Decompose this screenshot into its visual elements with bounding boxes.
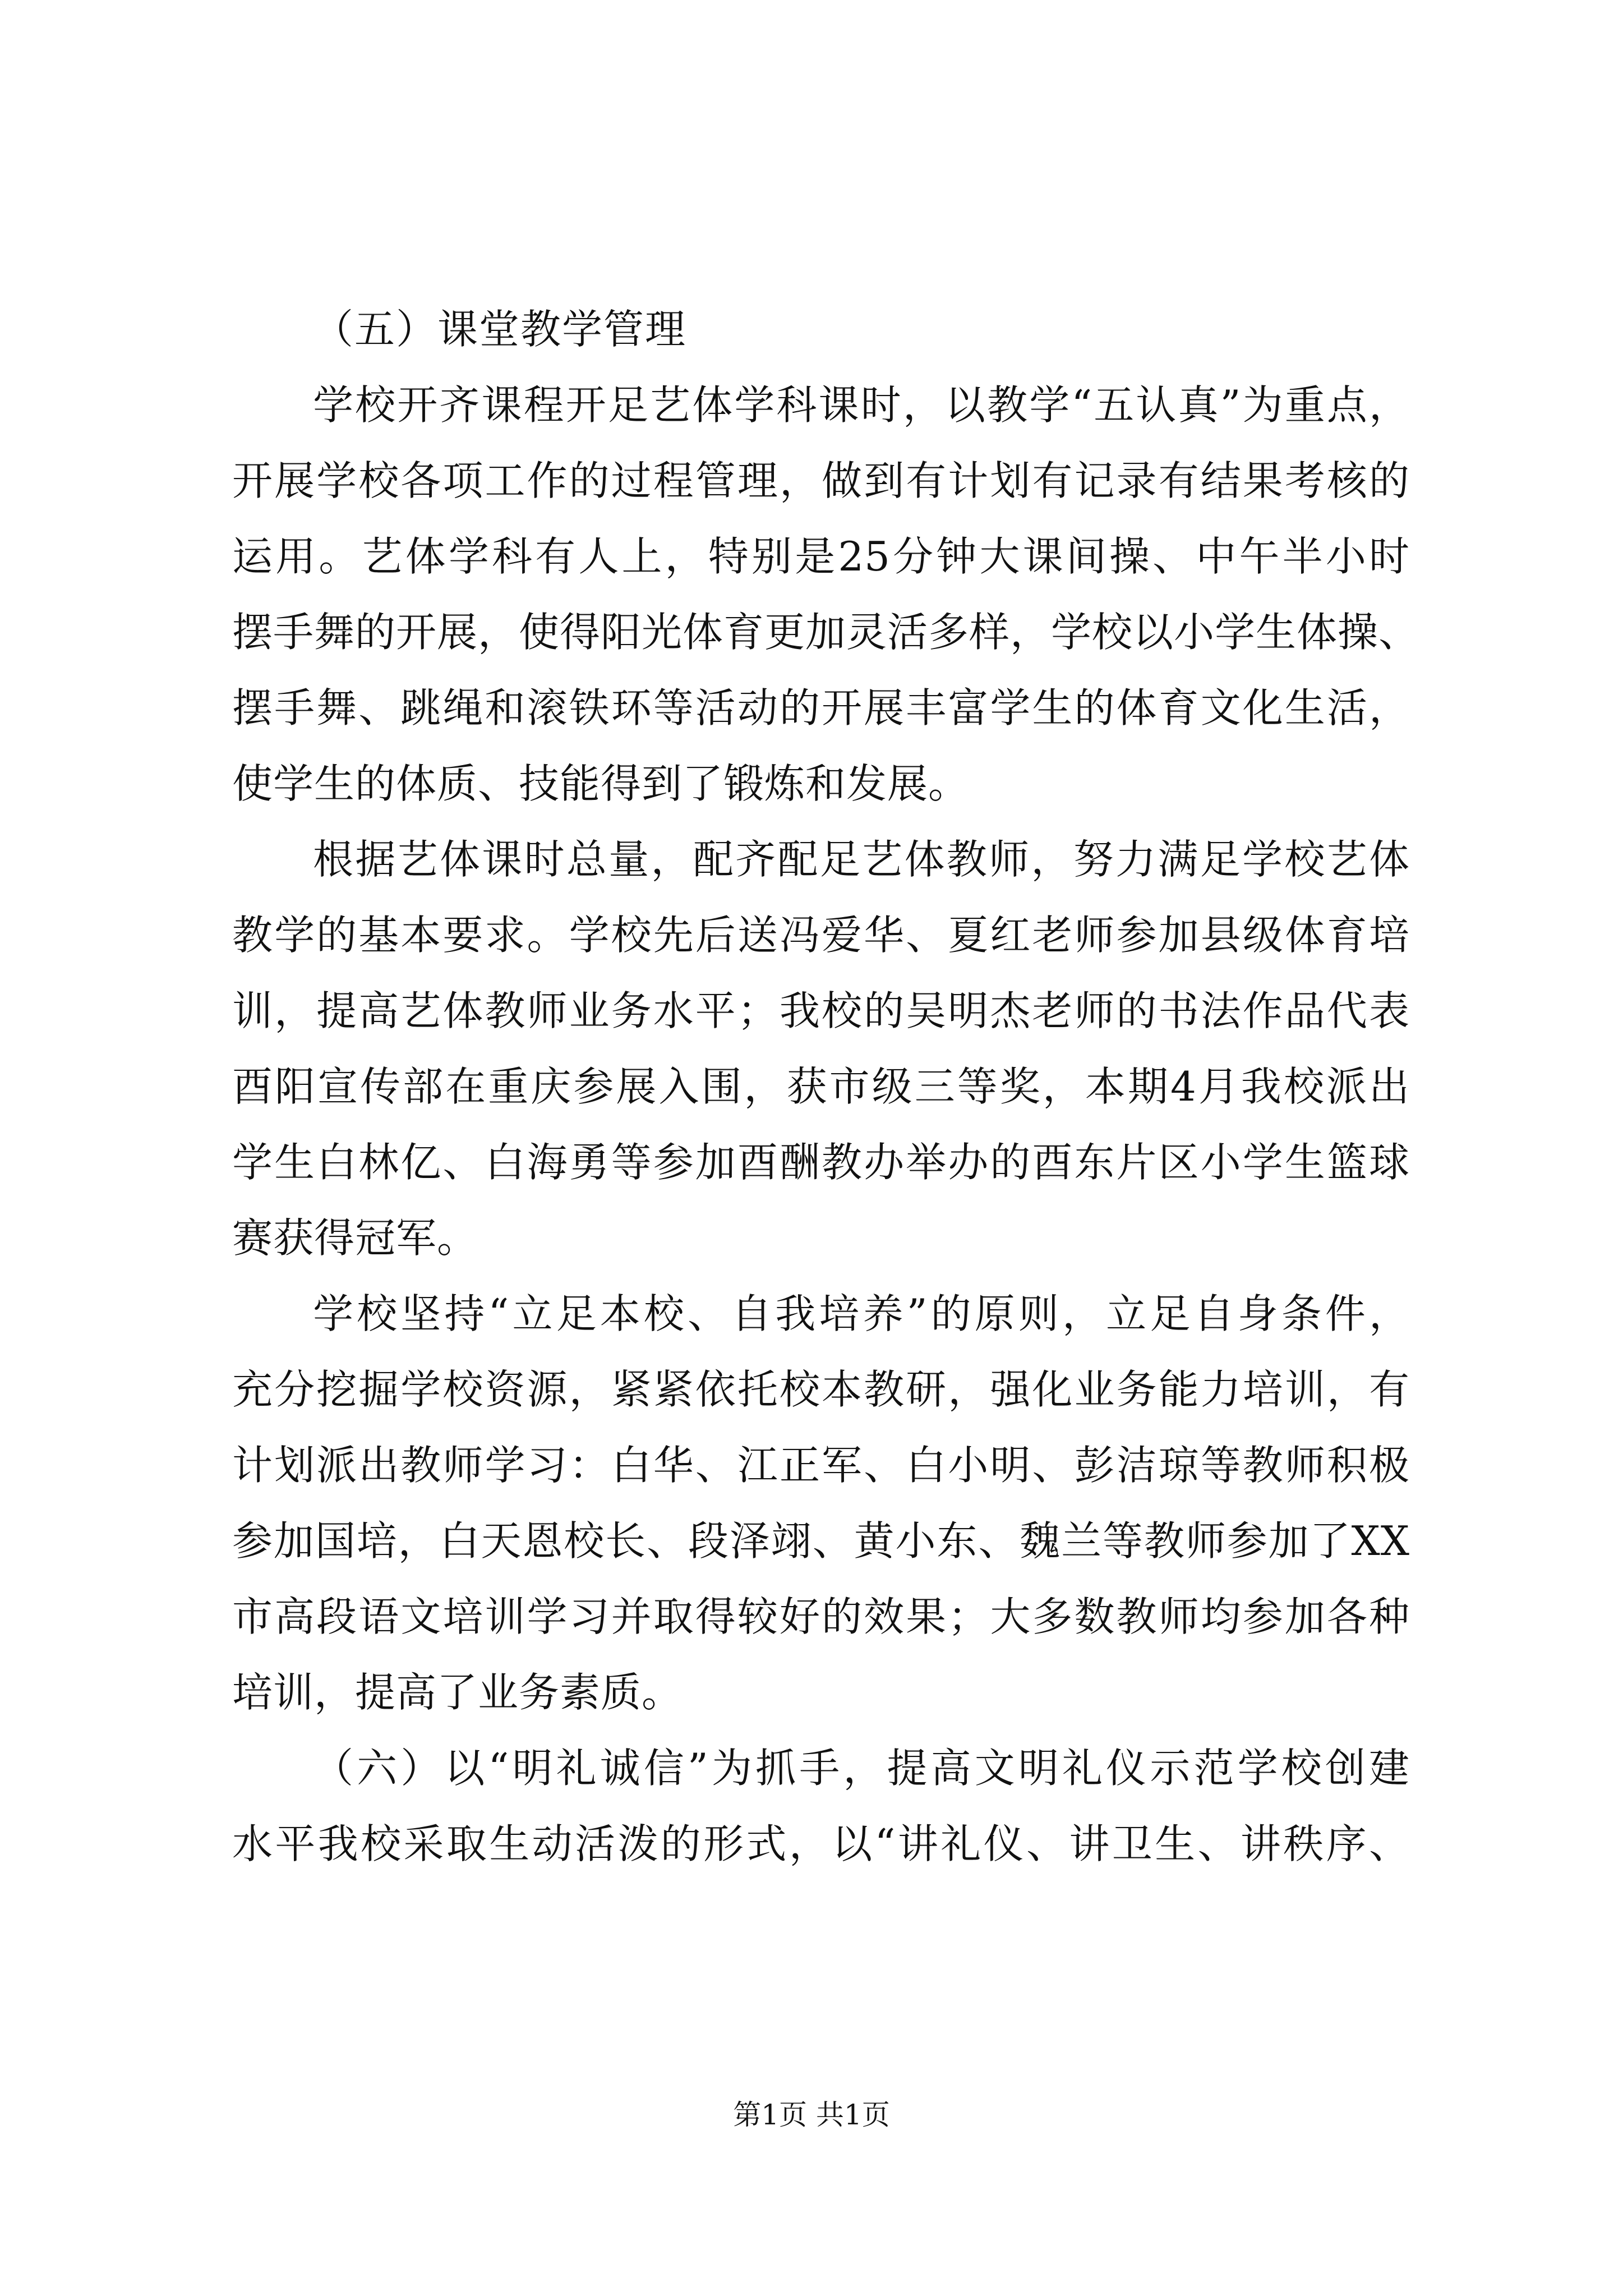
document-body xyxy=(232,292,1420,1882)
paragraph-4 xyxy=(232,1731,1410,1882)
paragraph-line: 运用。艺体学科有人上，特别是25分钟大课间操、中午半小时 xyxy=(232,533,1410,580)
paragraph-line: 开展学校各项工作的过程管理，做到有计划有记录有结果考核的 xyxy=(232,457,1410,504)
paragraph-line: 根据艺体课时总量，配齐配足艺体教师，努力满足学校艺体 xyxy=(313,836,1410,883)
paragraph-line: 摆手舞的开展，使得阳光体育更加灵活多样，学校以小学生体操、 xyxy=(232,609,1420,656)
paragraph-1 xyxy=(232,367,1420,822)
paragraph-line: 培训，提高了业务素质。 xyxy=(232,1669,683,1716)
paragraph-line: 充分挖掘学校资源，紧紧依托校本教研，强化业务能力培训，有 xyxy=(232,1366,1410,1413)
paragraph-line: 使学生的体质、技能得到了锻炼和发展。 xyxy=(232,760,970,807)
paragraph-line: 摆手舞、跳绳和滚铁环等活动的开展丰富学生的体育文化生活， xyxy=(232,684,1410,731)
paragraph-line: 市高段语文培训学习并取得较好的效果；大多数教师均参加各种 xyxy=(232,1593,1410,1640)
paragraph-line: 学生白林亿、白海勇等参加酉酬教办举办的酉东片区小学生篮球 xyxy=(232,1139,1410,1186)
paragraph-line: 计划派出教师学习：白华、江正军、白小明、彭洁琼等教师积极 xyxy=(232,1442,1410,1489)
paragraph-line: 学校坚持“立足本校、自我培养”的原则，立足自身条件， xyxy=(313,1290,1410,1337)
paragraph-line: 参加国培，白天恩校长、段泽翊、黄小东、魏兰等教师参加了XX xyxy=(232,1517,1410,1565)
paragraph-line: 酉阳宣传部在重庆参展入围，获市级三等奖，本期4月我校派出 xyxy=(232,1063,1410,1110)
paragraph-2 xyxy=(232,822,1410,1276)
paragraph-line: 水平我校采取生动活泼的形式，以“讲礼仪、讲卫生、讲秩序、 xyxy=(232,1820,1410,1867)
paragraph-line: 赛获得冠军。 xyxy=(232,1214,478,1262)
section-heading: （五）课堂教学管理 xyxy=(313,306,687,353)
paragraph-line: 教学的基本要求。学校先后送冯爱华、夏红老师参加县级体育培 xyxy=(232,912,1410,959)
paragraph-line: （六）以“明礼诚信”为抓手，提高文明礼仪示范学校创建 xyxy=(313,1745,1410,1792)
page-footer: 第1页 共1页 xyxy=(733,2099,890,2131)
paragraph-3 xyxy=(232,1276,1410,1731)
paragraph-line: 训，提高艺体教师业务水平；我校的吴明杰老师的书法作品代表 xyxy=(232,987,1410,1034)
paragraph-line: 学校开齐课程开足艺体学科课时，以教学“五认真”为重点， xyxy=(313,381,1410,429)
